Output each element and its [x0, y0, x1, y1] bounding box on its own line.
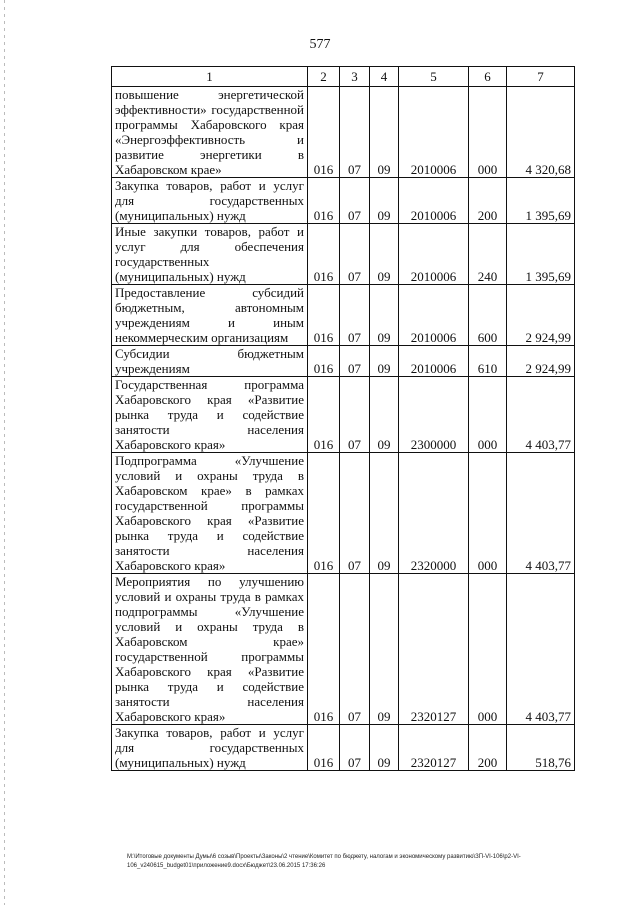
target-article-cell: 2320127 — [399, 574, 469, 725]
section-code-cell: 07 — [340, 377, 370, 453]
table-row — [112, 285, 575, 346]
row-name-last-line: Хабаровского края» — [115, 709, 226, 724]
row-name-text: повышение энергетической эффективности» государственной программы Хабаровского края «Энергоэффективность и развитие энергетики в — [115, 87, 304, 162]
budget-table — [111, 66, 575, 771]
section-code-cell: 07 — [340, 725, 370, 771]
target-article-cell: 2300000 — [399, 377, 469, 453]
row-name-last-line: некоммерческим организациям — [115, 330, 289, 345]
row-name-text: Закупка товаров, работ и услуг для государственных — [115, 178, 304, 208]
row-name-cell — [112, 178, 308, 224]
amount-cell: 518,76 — [507, 725, 575, 771]
row-name-last-line: учреждениям — [115, 361, 190, 376]
target-article-cell: 2010006 — [399, 224, 469, 285]
amount-cell: 4 403,77 — [507, 453, 575, 574]
target-article-cell: 2010006 — [399, 178, 469, 224]
subsection-code-cell: 09 — [370, 285, 399, 346]
amount-cell: 1 395,69 — [507, 178, 575, 224]
header-cell-7: 7 — [507, 67, 575, 87]
row-name-last-line: Хабаровского края» — [115, 437, 226, 452]
row-name-cell — [112, 725, 308, 771]
amount-cell: 1 395,69 — [507, 224, 575, 285]
ministry-code-cell: 016 — [308, 178, 340, 224]
table-row — [112, 377, 575, 453]
subsection-code-cell: 09 — [370, 725, 399, 771]
row-name-text: Предоставление субсидий бюджетным, автономным учреждениям и иным — [115, 285, 304, 330]
subsection-code-cell: 09 — [370, 224, 399, 285]
expense-type-cell: 200 — [469, 178, 507, 224]
ministry-code-cell: 016 — [308, 377, 340, 453]
scan-margin-line — [4, 0, 5, 905]
header-cell-2: 2 — [308, 67, 340, 87]
expense-type-cell: 000 — [469, 574, 507, 725]
ministry-code-cell: 016 — [308, 285, 340, 346]
table-row — [112, 725, 575, 771]
section-code-cell: 07 — [340, 346, 370, 377]
section-code-cell: 07 — [340, 574, 370, 725]
header-cell-3: 3 — [340, 67, 370, 87]
row-name-text: Иные закупки товаров, работ и услуг для обеспечения государственных — [115, 224, 304, 269]
table-row — [112, 178, 575, 224]
row-name-cell — [112, 285, 308, 346]
target-article-cell: 2320000 — [399, 453, 469, 574]
expense-type-cell: 240 — [469, 224, 507, 285]
table-row — [112, 453, 575, 574]
amount-cell: 4 403,77 — [507, 377, 575, 453]
ministry-code-cell: 016 — [308, 224, 340, 285]
page-number: 577 — [309, 37, 331, 52]
target-article-cell: 2010006 — [399, 285, 469, 346]
table-row — [112, 574, 575, 725]
amount-cell: 2 924,99 — [507, 346, 575, 377]
row-name-last-line: (муниципальных) нужд — [115, 208, 246, 223]
row-name-cell — [112, 453, 308, 574]
row-name-last-line: (муниципальных) нужд — [115, 269, 246, 284]
section-code-cell: 07 — [340, 178, 370, 224]
row-name-cell — [112, 377, 308, 453]
target-article-cell: 2010006 — [399, 87, 469, 178]
section-code-cell: 07 — [340, 453, 370, 574]
row-name-cell — [112, 224, 308, 285]
header-cell-6: 6 — [469, 67, 507, 87]
expense-type-cell: 000 — [469, 377, 507, 453]
expense-type-cell: 610 — [469, 346, 507, 377]
header-cell-1: 1 — [112, 67, 308, 87]
header-cell-5: 5 — [399, 67, 469, 87]
subsection-code-cell: 09 — [370, 87, 399, 178]
section-code-cell: 07 — [340, 285, 370, 346]
table-row — [112, 87, 575, 178]
amount-cell: 4 320,68 — [507, 87, 575, 178]
target-article-cell: 2320127 — [399, 725, 469, 771]
subsection-code-cell: 09 — [370, 377, 399, 453]
header-row — [112, 67, 575, 87]
subsection-code-cell: 09 — [370, 346, 399, 377]
amount-cell: 2 924,99 — [507, 285, 575, 346]
expense-type-cell: 000 — [469, 453, 507, 574]
subsection-code-cell: 09 — [370, 574, 399, 725]
expense-type-cell: 000 — [469, 87, 507, 178]
footer-file-path: M:\Итоговые документы Думы\6 созыв\Проекты\Законы\2 чтение\Комитет по бюджету, налогам и экономическому развитию\ЗП-VI-106\p2-VI-106_v240615_budget01\приложение9.docx\Бюджет\23.06.2015 17:36:26 — [127, 854, 521, 869]
amount-cell: 4 403,77 — [507, 574, 575, 725]
row-name-last-line: Хабаровского края» — [115, 558, 226, 573]
subsection-code-cell: 09 — [370, 453, 399, 574]
ministry-code-cell: 016 — [308, 87, 340, 178]
row-name-cell — [112, 574, 308, 725]
table-row — [112, 346, 575, 377]
section-code-cell: 07 — [340, 224, 370, 285]
expense-type-cell: 200 — [469, 725, 507, 771]
row-name-text: Субсидии бюджетным — [115, 346, 304, 361]
ministry-code-cell: 016 — [308, 453, 340, 574]
subsection-code-cell: 09 — [370, 178, 399, 224]
row-name-text: Государственная программа Хабаровского края «Развитие рынка труда и содействие занятости населения — [115, 377, 304, 437]
row-name-text: Подпрограмма «Улучшение условий и охраны труда в Хабаровском крае» в рамках государственной программы Хабаровского края «Развитие рынка труда и содействие занятости населения — [115, 453, 304, 558]
row-name-cell — [112, 87, 308, 178]
row-name-last-line: (муниципальных) нужд — [115, 755, 246, 770]
table-row — [112, 224, 575, 285]
row-name-text: Закупка товаров, работ и услуг для государственных — [115, 725, 304, 755]
ministry-code-cell: 016 — [308, 574, 340, 725]
ministry-code-cell: 016 — [308, 346, 340, 377]
row-name-text: Мероприятия по улучшению условий и охраны труда в рамках подпрограммы «Улучшение условий и охраны труда в Хабаровском крае» государственной программы Хабаровского края «Развитие рынка труда и содействие занятости населения — [115, 574, 304, 709]
section-code-cell: 07 — [340, 87, 370, 178]
header-cell-4: 4 — [370, 67, 399, 87]
target-article-cell: 2010006 — [399, 346, 469, 377]
expense-type-cell: 600 — [469, 285, 507, 346]
row-name-last-line: Хабаровском крае» — [115, 162, 222, 177]
row-name-cell — [112, 346, 308, 377]
ministry-code-cell: 016 — [308, 725, 340, 771]
